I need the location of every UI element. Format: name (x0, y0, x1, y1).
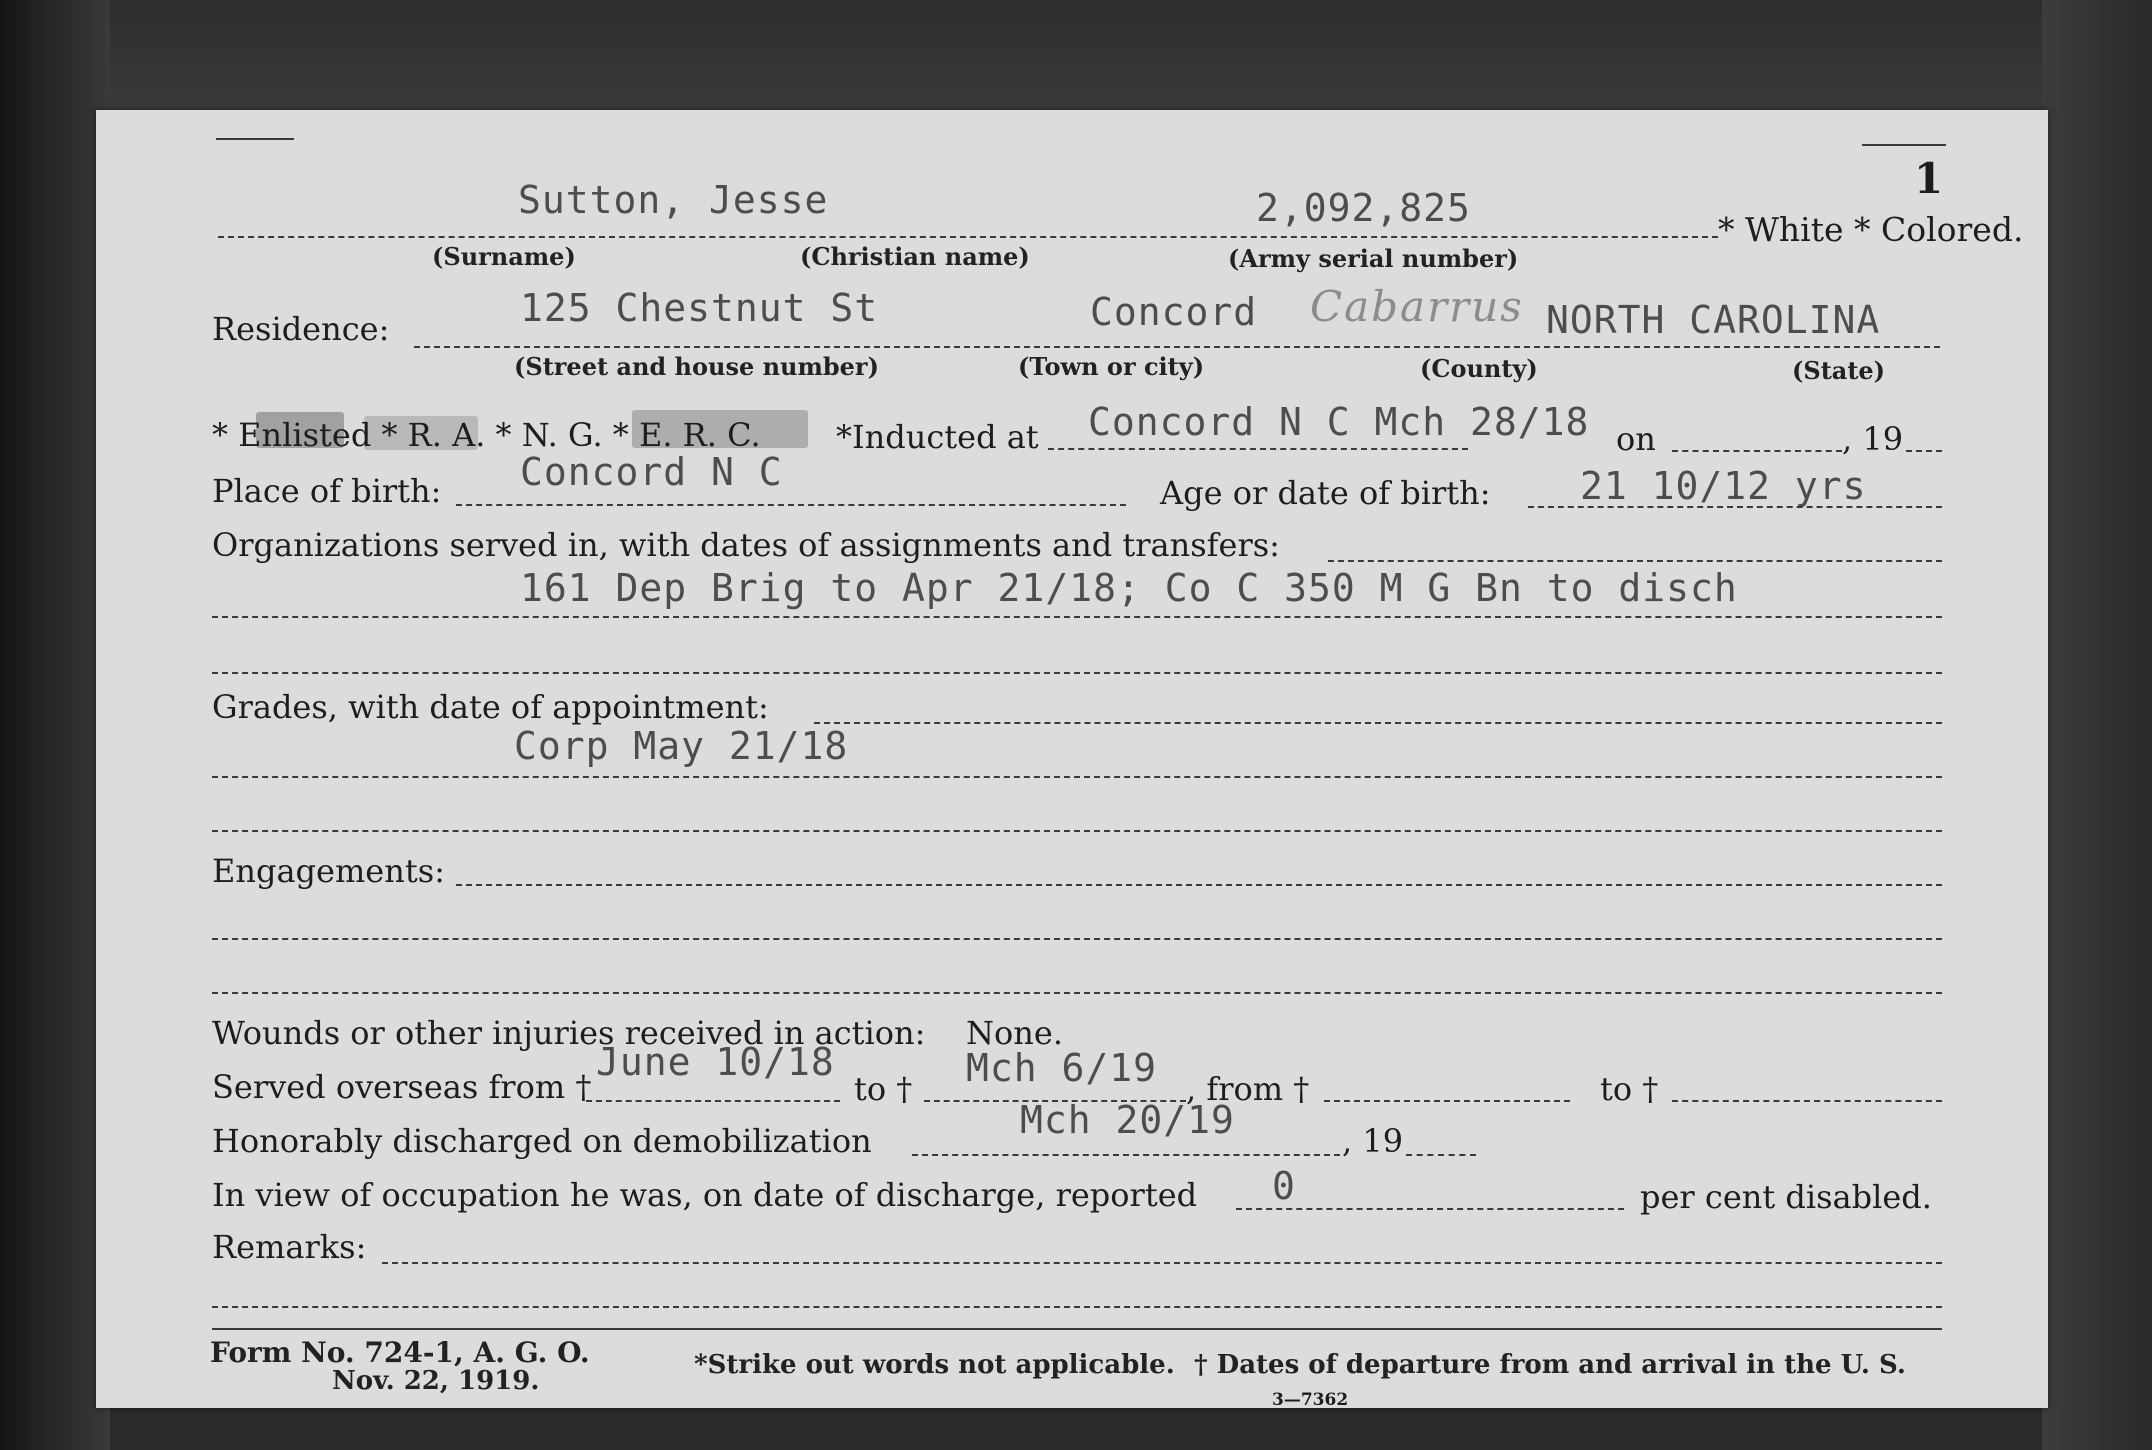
discharge-line (912, 1154, 1340, 1156)
overseas-to2-label: to † (1600, 1070, 1659, 1108)
caption-surname: (Surname) (432, 242, 576, 271)
overseas-from-label: Served overseas from † (212, 1068, 592, 1106)
caption-christian-name: (Christian name) (800, 242, 1030, 271)
footer-rule (212, 1328, 1942, 1330)
disability-value: 0 (1272, 1164, 1296, 1208)
overseas-to2-line (1672, 1100, 1942, 1102)
age-value: 21 10/12 yrs (1580, 464, 1867, 508)
inducted-label: *Inducted at (836, 418, 1039, 456)
disability-label: In view of occupation he was, on date of discharge, reported (212, 1176, 1198, 1214)
race-options: * White * Colored. (1718, 210, 2024, 249)
form-date: Nov. 22, 1919. (332, 1366, 540, 1396)
service-record-card (96, 110, 2048, 1408)
engagements-label: Engagements: (212, 852, 445, 890)
residence-line (414, 346, 1940, 348)
overseas-from-value: June 10/18 (596, 1040, 835, 1084)
street-value: 125 Chestnut St (520, 286, 879, 330)
inducted-date-line (1672, 450, 1842, 452)
overseas-from-line (586, 1100, 840, 1102)
age-label: Age or date of birth: (1160, 474, 1491, 512)
caption-town: (Town or city) (1018, 352, 1205, 381)
inducted-year-line (1906, 450, 1942, 452)
overseas-to-label: to † (854, 1070, 913, 1108)
serial-value: 2,092,825 (1256, 186, 1471, 230)
corner-rule-left (216, 138, 294, 140)
scan-background-right (2042, 0, 2152, 1450)
name-line (218, 236, 1718, 238)
engagements-line-2 (212, 938, 1942, 940)
caption-state: (State) (1792, 356, 1886, 385)
organizations-line-3 (212, 672, 1942, 674)
organizations-value: 161 Dep Brig to Apr 21/18; Co C 350 M G Bn to disch (520, 566, 1738, 610)
caption-serial-number: (Army serial number) (1228, 244, 1519, 273)
disability-line (1236, 1208, 1624, 1210)
state-value: NORTH CAROLINA (1546, 298, 1881, 342)
town-value: Concord (1090, 290, 1258, 334)
inducted-year-label: , 19 (1842, 420, 1904, 458)
engagements-line-1 (456, 884, 1942, 886)
organizations-label: Organizations served in, with dates of assignments and transfers: (212, 526, 1280, 564)
organizations-line-2 (212, 616, 1942, 618)
place-of-birth-label: Place of birth: (212, 472, 442, 510)
remarks-line-1 (382, 1262, 1942, 1264)
caption-street: (Street and house number) (514, 352, 879, 381)
grades-line-2 (212, 776, 1942, 778)
engagements-line-3 (212, 992, 1942, 994)
scan-background-left (0, 0, 110, 1450)
grades-line-1 (814, 722, 1942, 724)
enlisted-options: * Enlisted * R. A. * N. G. * E. R. C. (212, 416, 761, 454)
wounds-value: None. (966, 1014, 1063, 1052)
wounds-label: Wounds or other injuries received in action: (212, 1014, 926, 1052)
discharge-year-label: , 19 (1342, 1122, 1404, 1160)
surname-value: Sutton, Jesse (518, 178, 829, 222)
grades-label: Grades, with date of appointment: (212, 688, 769, 726)
strike-out-note: *Strike out words not applicable. (694, 1350, 1175, 1380)
dates-note: † Dates of departure from and arrival in the U. S. (1194, 1350, 1906, 1380)
inducted-on-label: on (1616, 420, 1656, 458)
form-number: Form No. 724-1, A. G. O. (210, 1336, 590, 1369)
corner-rule-right (1862, 144, 1946, 146)
caption-county: (County) (1420, 354, 1538, 383)
inducted-value: Concord N C Mch 28/18 (1088, 400, 1590, 444)
age-line (1528, 506, 1942, 508)
discharge-year-line (1406, 1154, 1476, 1156)
county-value: Cabarrus (1310, 282, 1524, 331)
overseas-from2-label: , from † (1186, 1070, 1310, 1108)
overseas-from2-line (1324, 1100, 1570, 1102)
grades-value: Corp May 21/18 (514, 724, 849, 768)
organizations-line-1 (1328, 560, 1942, 562)
place-of-birth-line (456, 504, 1126, 506)
inducted-line (1048, 448, 1468, 450)
disability-suffix: per cent disabled. (1640, 1178, 1932, 1216)
overseas-to-value: Mch 6/19 (966, 1046, 1158, 1090)
discharge-label: Honorably discharged on demobilization (212, 1122, 872, 1160)
card-number: 1 (1914, 154, 1944, 203)
residence-label: Residence: (212, 310, 390, 348)
discharge-value: Mch 20/19 (1020, 1098, 1235, 1142)
remarks-label: Remarks: (212, 1228, 367, 1266)
scan-background-top (0, 0, 2152, 115)
remarks-line-2 (212, 1306, 1942, 1308)
place-of-birth-value: Concord N C (520, 450, 783, 494)
grades-line-3 (212, 830, 1942, 832)
print-code: 3—7362 (1272, 1390, 1349, 1410)
